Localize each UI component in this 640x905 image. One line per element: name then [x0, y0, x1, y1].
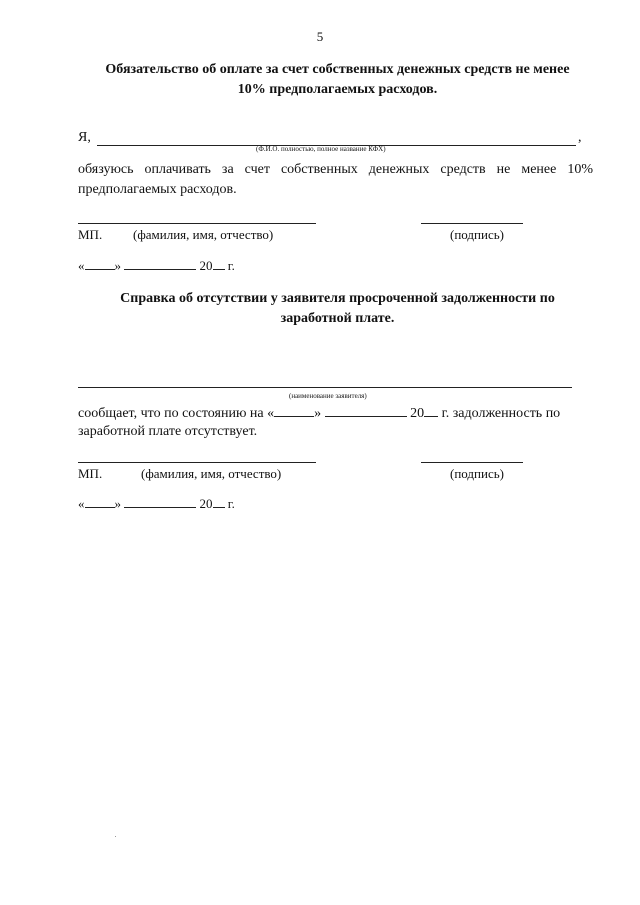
year-suffix: г. — [227, 258, 235, 273]
date-open-quote: « — [78, 496, 85, 511]
applicant-input-line[interactable] — [78, 387, 572, 388]
stamp-label: МП. — [78, 466, 103, 481]
stamp-label: МП. — [78, 227, 103, 242]
day-blank[interactable] — [85, 497, 115, 508]
page-number: 5 — [316, 29, 324, 44]
fio-label: (фамилия, имя, отчество) — [141, 466, 282, 481]
signature-label: (подпись) — [450, 466, 504, 481]
certificate-title-line-2: заработной плате. — [280, 311, 395, 326]
body-part-3: 20 — [410, 406, 425, 421]
name-hint: (Ф.И.О. полностью, полное название КФХ) — [256, 145, 386, 153]
date-open-quote: « — [78, 258, 85, 273]
commitment-title — [80, 60, 595, 100]
month-blank[interactable] — [325, 404, 407, 417]
certificate-body-line-1 — [78, 404, 560, 422]
date-close-quote: » — [114, 496, 121, 511]
year-suffix: г. — [227, 496, 235, 511]
fio-label: (фамилия, имя, отчество) — [133, 227, 274, 242]
scan-speck — [115, 836, 116, 837]
year-prefix: 20 — [199, 258, 213, 273]
pronoun-label: Я, — [78, 130, 91, 145]
body-part-1: сообщает, что по состоянию на « — [78, 406, 275, 421]
date-field — [78, 258, 235, 274]
month-blank[interactable] — [124, 497, 196, 508]
body-part-2: » — [314, 406, 322, 421]
certificate-title — [80, 289, 595, 329]
year-blank[interactable] — [213, 259, 225, 270]
fio-signature-line[interactable] — [78, 223, 316, 224]
date-close-quote: » — [114, 258, 121, 273]
commitment-body — [78, 160, 593, 200]
applicant-hint: (наименование заявителя) — [289, 392, 367, 400]
commitment-title-line-2: 10% предполагаемых расходов. — [237, 82, 438, 97]
date-field — [78, 496, 235, 512]
signature-line[interactable] — [421, 462, 523, 463]
month-blank[interactable] — [124, 259, 196, 270]
commitment-body-line-1: обязуюсь оплачивать за счет собственных денежных средств не менее 10% — [78, 162, 593, 177]
commitment-title-line-1: Обязательство об оплате за счет собственных денежных средств не менее — [105, 62, 570, 77]
year-blank[interactable] — [424, 404, 438, 417]
commitment-body-line-2: предполагаемых расходов. — [78, 182, 237, 197]
certificate-body-line-2: заработной плате отсутствует. — [78, 424, 258, 439]
body-part-4: г. задолженность по — [441, 406, 561, 421]
certificate-title-line-1: Справка об отсутствии у заявителя просроченной задолженности по — [120, 291, 555, 306]
day-blank[interactable] — [85, 259, 115, 270]
year-prefix: 20 — [199, 496, 213, 511]
year-blank[interactable] — [213, 497, 225, 508]
trailing-comma: , — [578, 130, 582, 145]
day-blank[interactable] — [274, 404, 314, 417]
signature-line[interactable] — [421, 223, 523, 224]
signature-label: (подпись) — [450, 227, 504, 242]
fio-signature-line[interactable] — [78, 462, 316, 463]
